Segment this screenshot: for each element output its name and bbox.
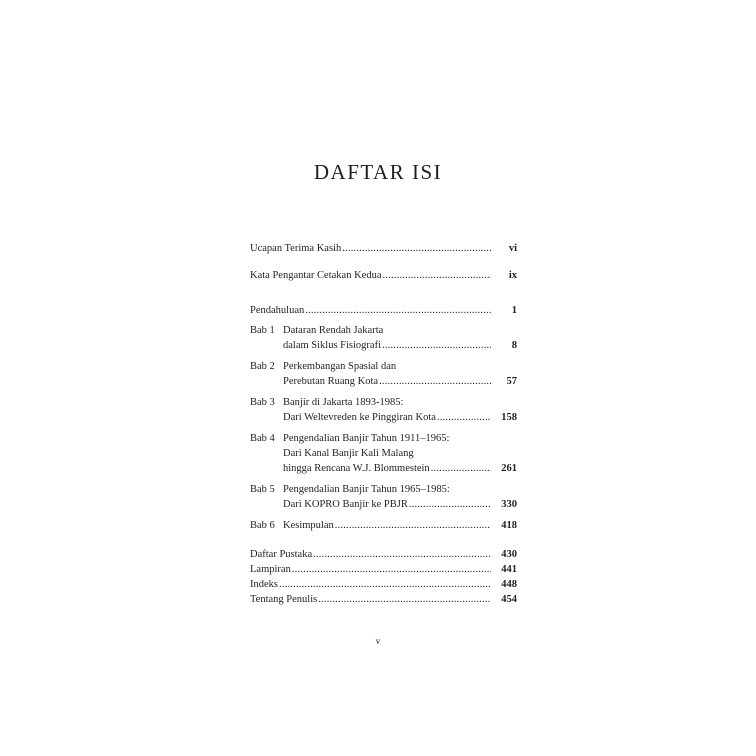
toc-entry-title: Ucapan Terima Kasih (250, 243, 342, 254)
toc-entry (250, 577, 517, 592)
toc-entry-title: Dari Kanal Banjir Kali Malang (283, 448, 414, 459)
dot-leader (379, 374, 491, 389)
toc-entry-title: Lampiran (250, 564, 291, 575)
dot-leader (437, 410, 491, 425)
dot-leader (292, 562, 491, 577)
toc-entry (250, 592, 517, 607)
dot-leader (383, 268, 492, 283)
toc-entry-title: Kata Pengantar Cetakan Kedua (250, 270, 382, 281)
toc-entry-title: hingga Rencana W.J. Blommestein (283, 463, 430, 474)
chapter-label: Bab 2 (250, 361, 275, 372)
toc-entry (250, 395, 517, 425)
toc-entry-title: Dari KOPRO Banjir ke PBJR (283, 499, 408, 510)
toc-entry (250, 268, 517, 283)
toc-entry (250, 547, 517, 562)
dot-leader (342, 241, 491, 256)
page-title: DAFTAR ISI (313, 160, 443, 184)
dot-leader (409, 497, 491, 512)
toc-page-number: 448 (501, 579, 517, 590)
toc-page-number: 454 (501, 594, 517, 605)
toc-entry-title: Tentang Penulis (250, 594, 318, 605)
toc-page-number: 261 (501, 463, 517, 474)
toc-entry (250, 359, 517, 389)
toc-entry (250, 562, 517, 577)
dot-leader (318, 592, 491, 607)
toc-entry-title: Perebutan Ruang Kota (283, 376, 379, 387)
dot-leader (431, 461, 491, 476)
toc-entry-title: Dari Weltevreden ke Pinggiran Kota (283, 412, 436, 423)
toc-entry (250, 482, 517, 512)
dot-leader (382, 338, 491, 353)
dot-leader (279, 577, 491, 592)
chapter-label: Bab 4 (250, 433, 275, 444)
toc-page-number: 430 (501, 549, 517, 560)
chapter-label: Bab 1 (250, 325, 275, 336)
toc-entry-title: Perkembangan Spasial dan (283, 361, 397, 372)
chapter-label: Bab 5 (250, 484, 275, 495)
toc-entry-title: Pengendalian Banjir Tahun 1965–1985: (283, 484, 450, 495)
toc-page-number: 330 (501, 499, 517, 510)
dot-leader (313, 547, 491, 562)
toc-entry-title: Banjir di Jakarta 1893-1985: (283, 397, 404, 408)
toc-page-number: 1 (511, 305, 517, 316)
table-of-contents (250, 241, 517, 607)
toc-page-number: 158 (501, 412, 517, 423)
toc-entry-title: Dataran Rendah Jakarta (283, 325, 384, 336)
chapter-label: Bab 6 (250, 520, 275, 531)
dot-leader (335, 518, 491, 533)
page-number: v (375, 636, 381, 646)
dot-leader (305, 303, 491, 318)
toc-page-number: 8 (511, 340, 517, 351)
toc-entry (250, 241, 517, 256)
toc-entry (250, 303, 517, 318)
toc-entry (250, 518, 517, 533)
toc-page-number: 57 (506, 376, 517, 387)
toc-entry (250, 323, 517, 353)
toc-entry-title: Daftar Pustaka (250, 549, 313, 560)
toc-entry-title: Pendahuluan (250, 305, 305, 316)
toc-entry-title: Pengendalian Banjir Tahun 1911–1965: (283, 433, 450, 444)
toc-entry (250, 431, 517, 476)
toc-page-number: 418 (501, 520, 517, 531)
toc-entry-title: Indeks (250, 579, 278, 590)
toc-entry-title: dalam Siklus Fisiografi (283, 340, 381, 351)
toc-page-number: vi (508, 243, 517, 254)
toc-page-number: 441 (501, 564, 517, 575)
chapter-label: Bab 3 (250, 397, 275, 408)
toc-entry-title: Kesimpulan (283, 520, 334, 531)
toc-page-number: ix (508, 270, 517, 281)
